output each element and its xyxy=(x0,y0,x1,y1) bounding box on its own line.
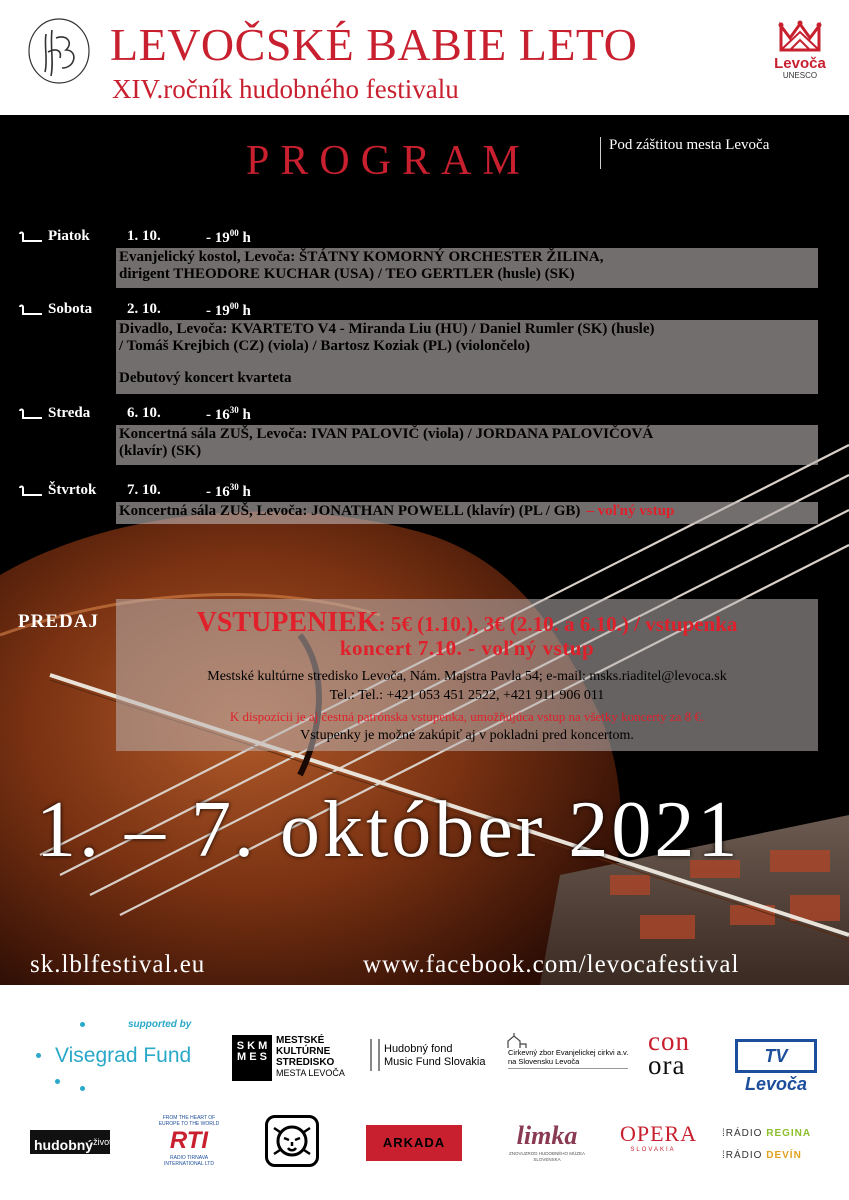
event-line: dirigent THEODORE KUCHAR (USA) / TEO GERTLER (husle) (SK) xyxy=(119,266,575,282)
event-time: - $16^{30}$ h xyxy=(206,482,251,500)
visegrad-fund-logo: Visegrad Fund xyxy=(55,1044,192,1067)
event-details xyxy=(116,248,818,288)
bow-icon xyxy=(18,304,42,316)
bow-icon xyxy=(18,408,42,420)
event-date: 6. 10. xyxy=(127,405,161,421)
festival-subtitle: XIV.ročník hudobného festivalu xyxy=(112,74,459,104)
event-line: Koncertná sála ZUŠ, Levoča: IVAN PALOVIČ (viola) / JORDANA PALOVIČOVÁ xyxy=(119,426,654,442)
rti-logo: FROM THE HEART OF EUROPE TO THE WORLD RTI RADIO TIRNAVA INTERNATIONAL LTD xyxy=(158,1115,220,1167)
event-day: Streda xyxy=(48,405,91,421)
box-office-note: Vstupenky je možné zakúpiť aj v pokladni pred koncertom. xyxy=(300,728,634,743)
event-date: 2. 10. xyxy=(127,301,161,317)
free-concert-note: koncert 7.10. - voľný vstup xyxy=(339,636,595,660)
organizer-phone: Tel.: Tel.: +421 053 451 2522, +421 911 906 011 xyxy=(329,688,605,703)
opera-slovakia-logo: OPERA SLOVAKIA xyxy=(620,1121,698,1153)
sponsors-strip xyxy=(0,985,849,1200)
crown-icon xyxy=(778,20,822,56)
radio-devin-logo: ⁞RÁDIO DEVÍN xyxy=(722,1150,802,1161)
event-details xyxy=(116,425,818,465)
ticket-prices: VSTUPENIEK: 5€ (1.10.), 3€ (2.10. a 6.10.) / vstupenka xyxy=(196,607,738,638)
header xyxy=(0,0,849,115)
event-details xyxy=(116,320,818,394)
event-details xyxy=(116,502,818,524)
event-date: 7. 10. xyxy=(127,482,161,498)
festival-title: LEVOČSKÉ BABIE LETO xyxy=(110,19,638,70)
bow-icon xyxy=(18,485,42,497)
hudobny-zivot-logo: hudobný$^{život}$ xyxy=(30,1130,110,1154)
church-icon xyxy=(506,1033,528,1049)
ticket-sale-box xyxy=(116,599,818,751)
patron-ticket-note: K dispozícii je aj čestná patrónska vstupenka, umožňujúca vstup na všetky koncerty za 8 €. xyxy=(229,709,705,724)
arkada-hotel-logo: ARKADA xyxy=(366,1125,462,1161)
program-heading: PROGRAM xyxy=(246,138,531,184)
event-line: / Tomáš Krejbich (CZ) (viola) / Bartosz Koziak (PL) (violončelo) xyxy=(119,338,530,354)
organizer-address: Mestské kultúrne stredisko Levoča, Nám. Majstra Pavla 54; e-mail: msks.riaditel@levoca.sk xyxy=(207,669,727,684)
poster xyxy=(0,115,849,985)
visegrad-dot-icon xyxy=(36,1053,41,1058)
facebook-link[interactable]: www.facebook.com/levocafestival xyxy=(363,951,740,978)
sale-label: PREDAJ xyxy=(18,611,99,632)
lbl-logo-icon xyxy=(26,16,92,86)
patronage-text: Pod záštitou mesta Levoča xyxy=(600,137,769,169)
visegrad-dot-icon xyxy=(55,1079,60,1084)
event-time: - $19^{00}$ h xyxy=(206,228,251,246)
tv-levoca-logo: TV Levoča xyxy=(735,1039,817,1073)
lion-logo xyxy=(265,1115,319,1167)
event-line: Debutový koncert kvarteta xyxy=(119,370,292,386)
event-line: Evanjelický kostol, Levoča: ŠTÁTNY KOMORNÝ ORCHESTER ŽILINA, xyxy=(119,249,604,265)
event-time: - $16^{30}$ h xyxy=(206,405,251,423)
event-day: Štvrtok xyxy=(48,482,97,498)
unesco-label: UNESCO xyxy=(782,71,818,80)
radio-regina-logo: ⁞RÁDIO REGINA xyxy=(722,1128,812,1139)
supported-by-label: supported by xyxy=(128,1019,192,1030)
conora-logo: con ora xyxy=(648,1026,690,1080)
limka-logo: limka ZNOVUZROD HUDOBNÉHO MÚZEA SLOVENSKA xyxy=(508,1121,585,1162)
levoca-unesco-logo xyxy=(768,20,832,90)
lion-icon xyxy=(268,1118,316,1164)
visegrad-dot-icon xyxy=(80,1086,85,1091)
hudobny-fond-logo: Hudobný fond Music Fund Slovakia xyxy=(384,1043,486,1068)
event-day: Piatok xyxy=(48,228,90,244)
event-date: 1. 10. xyxy=(127,228,161,244)
mks-logo-text: MESTSKÉ KULTÚRNE STREDISKO MESTA LEVOČA xyxy=(276,1035,345,1078)
event-day: Sobota xyxy=(48,301,93,317)
festival-dates: 1. – 7. október 2021 xyxy=(36,786,741,874)
event-line: Divadlo, Levoča: KVARTETO V4 - Miranda Liu (HU) / Daniel Rumler (SK) (husle) xyxy=(119,321,655,337)
visegrad-dot-icon xyxy=(80,1022,85,1027)
event-line: Koncertná sála ZUŠ, Levoča: JONATHAN POWELL (klavír) (PL / GB) – voľný vstup xyxy=(119,503,675,519)
mks-logo-mark: S K M M E S xyxy=(232,1035,272,1081)
event-time: - $19^{00}$ h xyxy=(206,301,251,319)
website-link[interactable]: sk.lblfestival.eu xyxy=(30,951,206,978)
free-entry-label: – voľný vstup xyxy=(586,503,675,519)
event-line: (klavír) (SK) xyxy=(119,443,202,459)
cirkevny-zbor-logo: Cirkevný zbor Evanjelickej cirkvi a.v. na Slovensku Levoča xyxy=(508,1048,628,1069)
bow-icon xyxy=(18,231,42,243)
hudobny-fond-icon xyxy=(370,1039,380,1071)
levoca-name: Levoča xyxy=(774,55,826,72)
